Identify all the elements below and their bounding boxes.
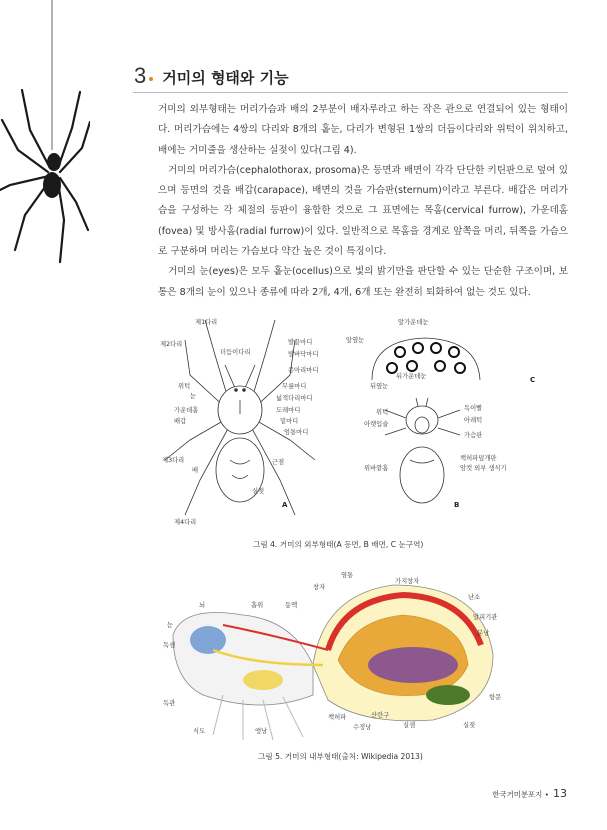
label-spinneret: 실젖	[463, 722, 476, 729]
panel-b-letter: B	[454, 501, 460, 509]
label-esophagus: 식도	[193, 728, 206, 735]
label-anus: 항문	[489, 694, 502, 701]
label-tibia: 종아리마디	[288, 367, 319, 374]
label-epigastric-furrow: 위바깥홈	[364, 465, 389, 472]
label-intestine: 창자	[313, 584, 326, 591]
figure-5-caption: 그림 5. 거미의 내부형태(출처: Wikipedia 2013)	[258, 752, 423, 761]
label-leg-2: 제2다리	[160, 341, 183, 348]
label-spinneret: 실젖	[252, 488, 265, 495]
label-silk-gland: 실샘	[403, 722, 416, 729]
label-venom-gland: 독샘	[163, 642, 176, 649]
label-patella: 무릎마디	[282, 383, 307, 390]
label-stercoral-pocket: 분낭	[477, 630, 490, 637]
label-tarsus: 발끝마디	[288, 339, 313, 346]
page-footer	[492, 787, 567, 800]
figure-4-caption: 그림 4. 거미의 외부형태(A 등면, B 배면, C 눈구역)	[253, 540, 424, 549]
label-fang: 독이빨	[464, 405, 483, 412]
label-posterior-lateral-eye: 뒤옆눈	[370, 383, 389, 390]
paragraph-2: 거미의 머리가슴(cephalothorax, prosoma)은 등면과 배면이 각각 단단한 키틴판으로 덮여 있으며 등면의 것을 배갑(carapace), 배면의 것을 가슴판(sternum)이라고 부른다. 배갑은 머리가슴을 구성하는 각 체절의 등판이 융합한 것으로 그 표면에는 목홈(cervical furrow), 가운데홈(fovea) 및 방사홈(radial furrow)이 있다. 일반적으로 목홈을 경계로 앞쪽을 머리, 뒤쪽을 가슴으로 구분하며 머리는 가슴보다 약간 높은 것이 특징이다.	[158, 164, 568, 258]
label-coxa: 밑마디	[280, 418, 299, 425]
label-leg-segment: 엄통마디	[284, 429, 309, 436]
label-femur: 넓적다리마디	[276, 395, 313, 402]
label-b-chelicera: 위턱	[376, 409, 389, 416]
panel-b-ventral-view	[385, 398, 460, 503]
label-gonopore: 산란구	[371, 712, 390, 719]
label-anterior-lateral-eye: 앞옆눈	[346, 337, 365, 344]
heading-divider	[133, 92, 568, 93]
label-book-lung: 책허파	[328, 714, 347, 721]
label-crop: 앵낭	[255, 728, 268, 735]
figure-5-internal-morphology	[163, 565, 518, 745]
label-posterior-median-eye: 뒤가운데눈	[396, 373, 427, 380]
label-anterior-median-eye: 앞가운데눈	[398, 319, 429, 326]
label-metatarsus: 발바닥마디	[288, 351, 319, 358]
label-branched-gut: 가지창자	[395, 578, 420, 585]
label-leg-3: 제3다리	[162, 457, 185, 464]
label-epigynum: 암컷 외부 생식기	[460, 465, 507, 472]
label-eye: 눈	[190, 393, 197, 400]
body-text	[158, 100, 568, 303]
brain-shape	[190, 626, 226, 654]
paragraph-1: 거미의 외부형태는 머리가슴과 배의 2부분이 배자루라고 하는 작은 관으로 연결되어 있는 형태이다. 머리가슴에는 4쌍의 다리와 8개의 홑눈, 다리가 변형된 1쌍의 더듬이다리와 위턱이 위치하고, 배에는 거미줄을 생산하는 실젖이 있다(그림 4).	[158, 104, 568, 156]
label-chelicera: 위턱	[178, 383, 191, 390]
label-artery: 동맥	[285, 602, 298, 609]
figure-4-external-morphology	[160, 310, 560, 535]
label-eye: 눈	[167, 622, 174, 629]
label-trochanter: 도래마디	[276, 407, 301, 414]
label-leg-4: 제4다리	[174, 519, 197, 526]
accent-dot	[149, 77, 153, 81]
label-fovea: 가운데홈	[174, 407, 199, 414]
label-maxilla: 아래턱	[464, 417, 483, 424]
panel-a-letter: A	[282, 501, 288, 509]
label-brain: 뇌	[199, 602, 206, 609]
label-malpighian-tubule: 말피기관	[473, 614, 498, 621]
panel-c-eye-region	[346, 317, 535, 390]
label-spot: 근점	[272, 459, 285, 466]
label-pedipalp: 더듬이다리	[220, 349, 251, 356]
label-abdomen: 배	[192, 467, 199, 474]
label-heart: 염통	[341, 572, 354, 579]
decorative-spider-icon	[0, 0, 90, 330]
label-carapace: 배갑	[174, 418, 187, 425]
label-sternum: 가슴판	[464, 432, 483, 439]
label-leg-1: 제1다리	[195, 319, 218, 326]
panel-c-letter: C	[530, 376, 536, 384]
label-book-lung-cover: 책허파덮개판	[460, 455, 497, 462]
label-venom-duct: 독관	[163, 700, 176, 707]
label-ovary: 난소	[468, 594, 481, 601]
silk-gland-shape	[426, 685, 470, 705]
ovary-shape	[368, 647, 458, 683]
paragraph-3: 거미의 눈(eyes)은 모두 홑눈(ocellus)으로 빛의 밝기만을 판단할 수 있는 단순한 구조이며, 보통은 8개의 눈이 있으나 종류에 따라 2개, 4개, 6개 또는 완전히 퇴화하여 없는 것도 있다.	[158, 266, 568, 298]
label-labium: 아랫입술	[364, 421, 389, 428]
label-spermatheca: 수정낭	[353, 724, 372, 731]
section-number: 3	[134, 63, 147, 88]
page-number: 13	[553, 787, 567, 800]
section-heading	[134, 63, 289, 89]
section-title: 거미의 형태와 기능	[162, 69, 289, 87]
footer-journal: 한국거미분포지 •	[492, 790, 549, 799]
label-sucking-stomach: 흡위	[251, 602, 264, 609]
